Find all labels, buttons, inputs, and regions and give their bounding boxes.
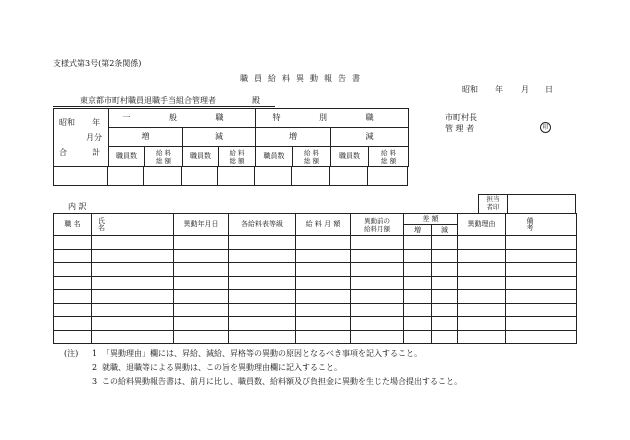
table-cell[interactable] (229, 330, 296, 344)
table-cell[interactable] (458, 276, 506, 290)
table-cell[interactable] (92, 317, 174, 331)
header-change-date: 異動年月日 (174, 214, 229, 236)
table-cell[interactable] (92, 303, 174, 317)
subgroup-general-dec: 減 (183, 128, 256, 147)
table-cell[interactable] (229, 317, 296, 331)
header-post: 職 名 (54, 214, 92, 236)
group-special: 特 別 職 (256, 109, 409, 128)
table-cell[interactable] (506, 263, 577, 277)
note-3-text: この給料異動報告書は、前月に比し、職員数、給料額及び負担金に異動を生じた場合提出すること。 (102, 377, 462, 386)
table-cell[interactable] (432, 317, 458, 331)
col-salary-1: 給 料 総 額 (145, 147, 183, 167)
table-cell[interactable] (54, 303, 92, 317)
table-cell[interactable] (54, 330, 92, 344)
table-cell[interactable] (92, 330, 174, 344)
subgroup-general-inc: 増 (109, 128, 183, 147)
date-year: 年 (495, 85, 503, 94)
table-cell[interactable] (229, 303, 296, 317)
table-cell[interactable] (296, 276, 351, 290)
table-cell[interactable] (432, 290, 458, 304)
table-cell[interactable] (458, 290, 506, 304)
date-day: 日 (545, 85, 553, 94)
subgroup-special-dec: 減 (331, 128, 409, 147)
col-staff-3: 職員数 (256, 147, 293, 167)
form-number: 支様式第3号(第2条関係) (53, 59, 142, 68)
table-row (54, 249, 577, 263)
header-before: 異動前の 給料月額 (351, 214, 404, 236)
table-cell[interactable] (296, 290, 351, 304)
header-inc: 増 (404, 225, 432, 236)
table-row (54, 236, 577, 250)
summary-divider (367, 166, 368, 185)
summary-divider (107, 166, 108, 185)
table-cell[interactable] (458, 317, 506, 331)
table-cell[interactable] (296, 249, 351, 263)
table-cell[interactable] (506, 276, 577, 290)
period-total-1: 合 (59, 148, 67, 157)
table-cell[interactable] (174, 330, 229, 344)
addressee-suffix: 殿 (252, 96, 260, 105)
header-name: 氏 名 (92, 214, 174, 236)
table-row (54, 290, 577, 304)
table-cell[interactable] (432, 276, 458, 290)
table-cell[interactable] (458, 303, 506, 317)
table-cell[interactable] (506, 303, 577, 317)
table-cell[interactable] (404, 317, 432, 331)
table-cell[interactable] (506, 249, 577, 263)
table-cell[interactable] (296, 303, 351, 317)
notes-prefix: (注) (64, 349, 79, 358)
table-cell[interactable] (351, 276, 404, 290)
col-salary-3: 給 料 総 額 (293, 147, 331, 167)
table-cell[interactable] (54, 290, 92, 304)
addressee: 東京都市町村職員退職手当組合管理者 (80, 96, 216, 105)
table-cell[interactable] (458, 249, 506, 263)
table-cell[interactable] (432, 249, 458, 263)
table-cell[interactable] (174, 249, 229, 263)
summary-divider (329, 166, 330, 185)
header-diff: 差 額 (404, 214, 458, 225)
stamp-box[interactable] (507, 194, 576, 214)
table-cell[interactable] (404, 330, 432, 344)
summary-divider (291, 166, 292, 185)
col-staff-2: 職員数 (183, 147, 219, 167)
table-row (54, 317, 577, 331)
summary-divider (181, 166, 182, 185)
addressee-underline (53, 106, 275, 107)
detail-table (53, 213, 577, 344)
table-cell[interactable] (92, 290, 174, 304)
table-cell[interactable] (92, 249, 174, 263)
summary-divider (254, 166, 255, 185)
table-cell[interactable] (351, 330, 404, 344)
table-cell[interactable] (506, 330, 577, 344)
period-total-2: 計 (92, 148, 101, 157)
table-cell[interactable] (54, 263, 92, 277)
table-cell[interactable] (506, 236, 577, 250)
table-cell[interactable] (296, 330, 351, 344)
date-month: 月 (521, 85, 529, 94)
period-label-cell (54, 109, 109, 167)
table-cell[interactable] (351, 290, 404, 304)
table-cell[interactable] (404, 236, 432, 250)
stamp-label-1: 担当 (486, 195, 500, 203)
seal-circle (540, 122, 551, 133)
stamp-label-2: 者印 (486, 203, 500, 211)
table-cell[interactable] (296, 236, 351, 250)
summary-divider (217, 166, 218, 185)
table-cell[interactable] (351, 249, 404, 263)
col-salary-2: 給 料 総 額 (219, 147, 256, 167)
table-cell[interactable] (404, 290, 432, 304)
table-cell[interactable] (54, 249, 92, 263)
table-cell[interactable] (458, 330, 506, 344)
detail-section-label: 内 訳 (68, 202, 87, 211)
sender-line1: 市町村長 (445, 113, 477, 122)
document-title: 職員給料異動報告書 (240, 74, 366, 83)
table-cell[interactable] (229, 236, 296, 250)
header-dec: 減 (432, 225, 458, 236)
detail-rows (54, 236, 577, 344)
table-cell[interactable] (229, 263, 296, 277)
table-cell[interactable] (458, 263, 506, 277)
table-cell[interactable] (174, 236, 229, 250)
table-cell[interactable] (174, 317, 229, 331)
table-cell[interactable] (432, 263, 458, 277)
table-cell[interactable] (229, 249, 296, 263)
table-cell[interactable] (54, 276, 92, 290)
table-cell[interactable] (404, 303, 432, 317)
col-staff-1: 職員数 (109, 147, 145, 167)
table-cell[interactable] (296, 263, 351, 277)
table-cell[interactable] (404, 263, 432, 277)
period-era: 昭和 (59, 118, 75, 127)
date-era: 昭和 (462, 85, 478, 94)
table-cell[interactable] (506, 317, 577, 331)
table-cell[interactable] (174, 290, 229, 304)
period-year: 年 (92, 118, 101, 127)
note-2-text: 就職、退職等による異動は、この旨を異動理由欄に記入すること。 (102, 363, 342, 372)
table-cell[interactable] (92, 263, 174, 277)
table-cell[interactable] (174, 303, 229, 317)
table-cell[interactable] (404, 276, 432, 290)
group-general: 一 般 職 (109, 109, 256, 128)
table-row (54, 263, 577, 277)
table-row (54, 276, 577, 290)
table-cell[interactable] (351, 236, 404, 250)
period-month: 月分 (86, 133, 102, 142)
note-1-text: 「異動理由」欄には、昇給、減給、昇格等の異動の原因となるべき事項を記入すること。 (102, 349, 422, 358)
col-salary-4: 給 料 総 額 (369, 147, 409, 167)
table-cell[interactable] (296, 317, 351, 331)
table-cell[interactable] (174, 276, 229, 290)
table-cell[interactable] (92, 276, 174, 290)
table-cell[interactable] (351, 317, 404, 331)
table-cell[interactable] (54, 236, 92, 250)
table-cell[interactable] (432, 330, 458, 344)
note-3-num: 3 (92, 377, 98, 386)
table-cell[interactable] (432, 303, 458, 317)
table-cell[interactable] (506, 290, 577, 304)
table-cell[interactable] (92, 236, 174, 250)
table-row (54, 303, 577, 317)
subgroup-special-inc: 増 (256, 128, 331, 147)
table-cell[interactable] (351, 303, 404, 317)
note-1-num: 1 (92, 349, 98, 358)
summary-divider (143, 166, 144, 185)
header-salary: 給 料 月 額 (296, 214, 351, 236)
sender-line2: 管 理 者 (445, 124, 475, 133)
col-staff-4: 職員数 (331, 147, 369, 167)
seal-label: 印 (542, 124, 549, 131)
stamp-label-box (478, 194, 508, 214)
table-cell[interactable] (404, 249, 432, 263)
table-cell[interactable] (174, 263, 229, 277)
table-row (54, 330, 577, 344)
note-2-num: 2 (92, 363, 98, 372)
table-cell[interactable] (432, 236, 458, 250)
table-cell[interactable] (229, 276, 296, 290)
table-cell[interactable] (351, 263, 404, 277)
table-cell[interactable] (54, 317, 92, 331)
header-remarks: 備 考 (506, 214, 577, 236)
header-grade: 各給料表等級 (229, 214, 296, 236)
table-cell[interactable] (458, 236, 506, 250)
summary-table (53, 108, 409, 167)
table-cell[interactable] (229, 290, 296, 304)
header-reason: 異動理由 (458, 214, 506, 236)
